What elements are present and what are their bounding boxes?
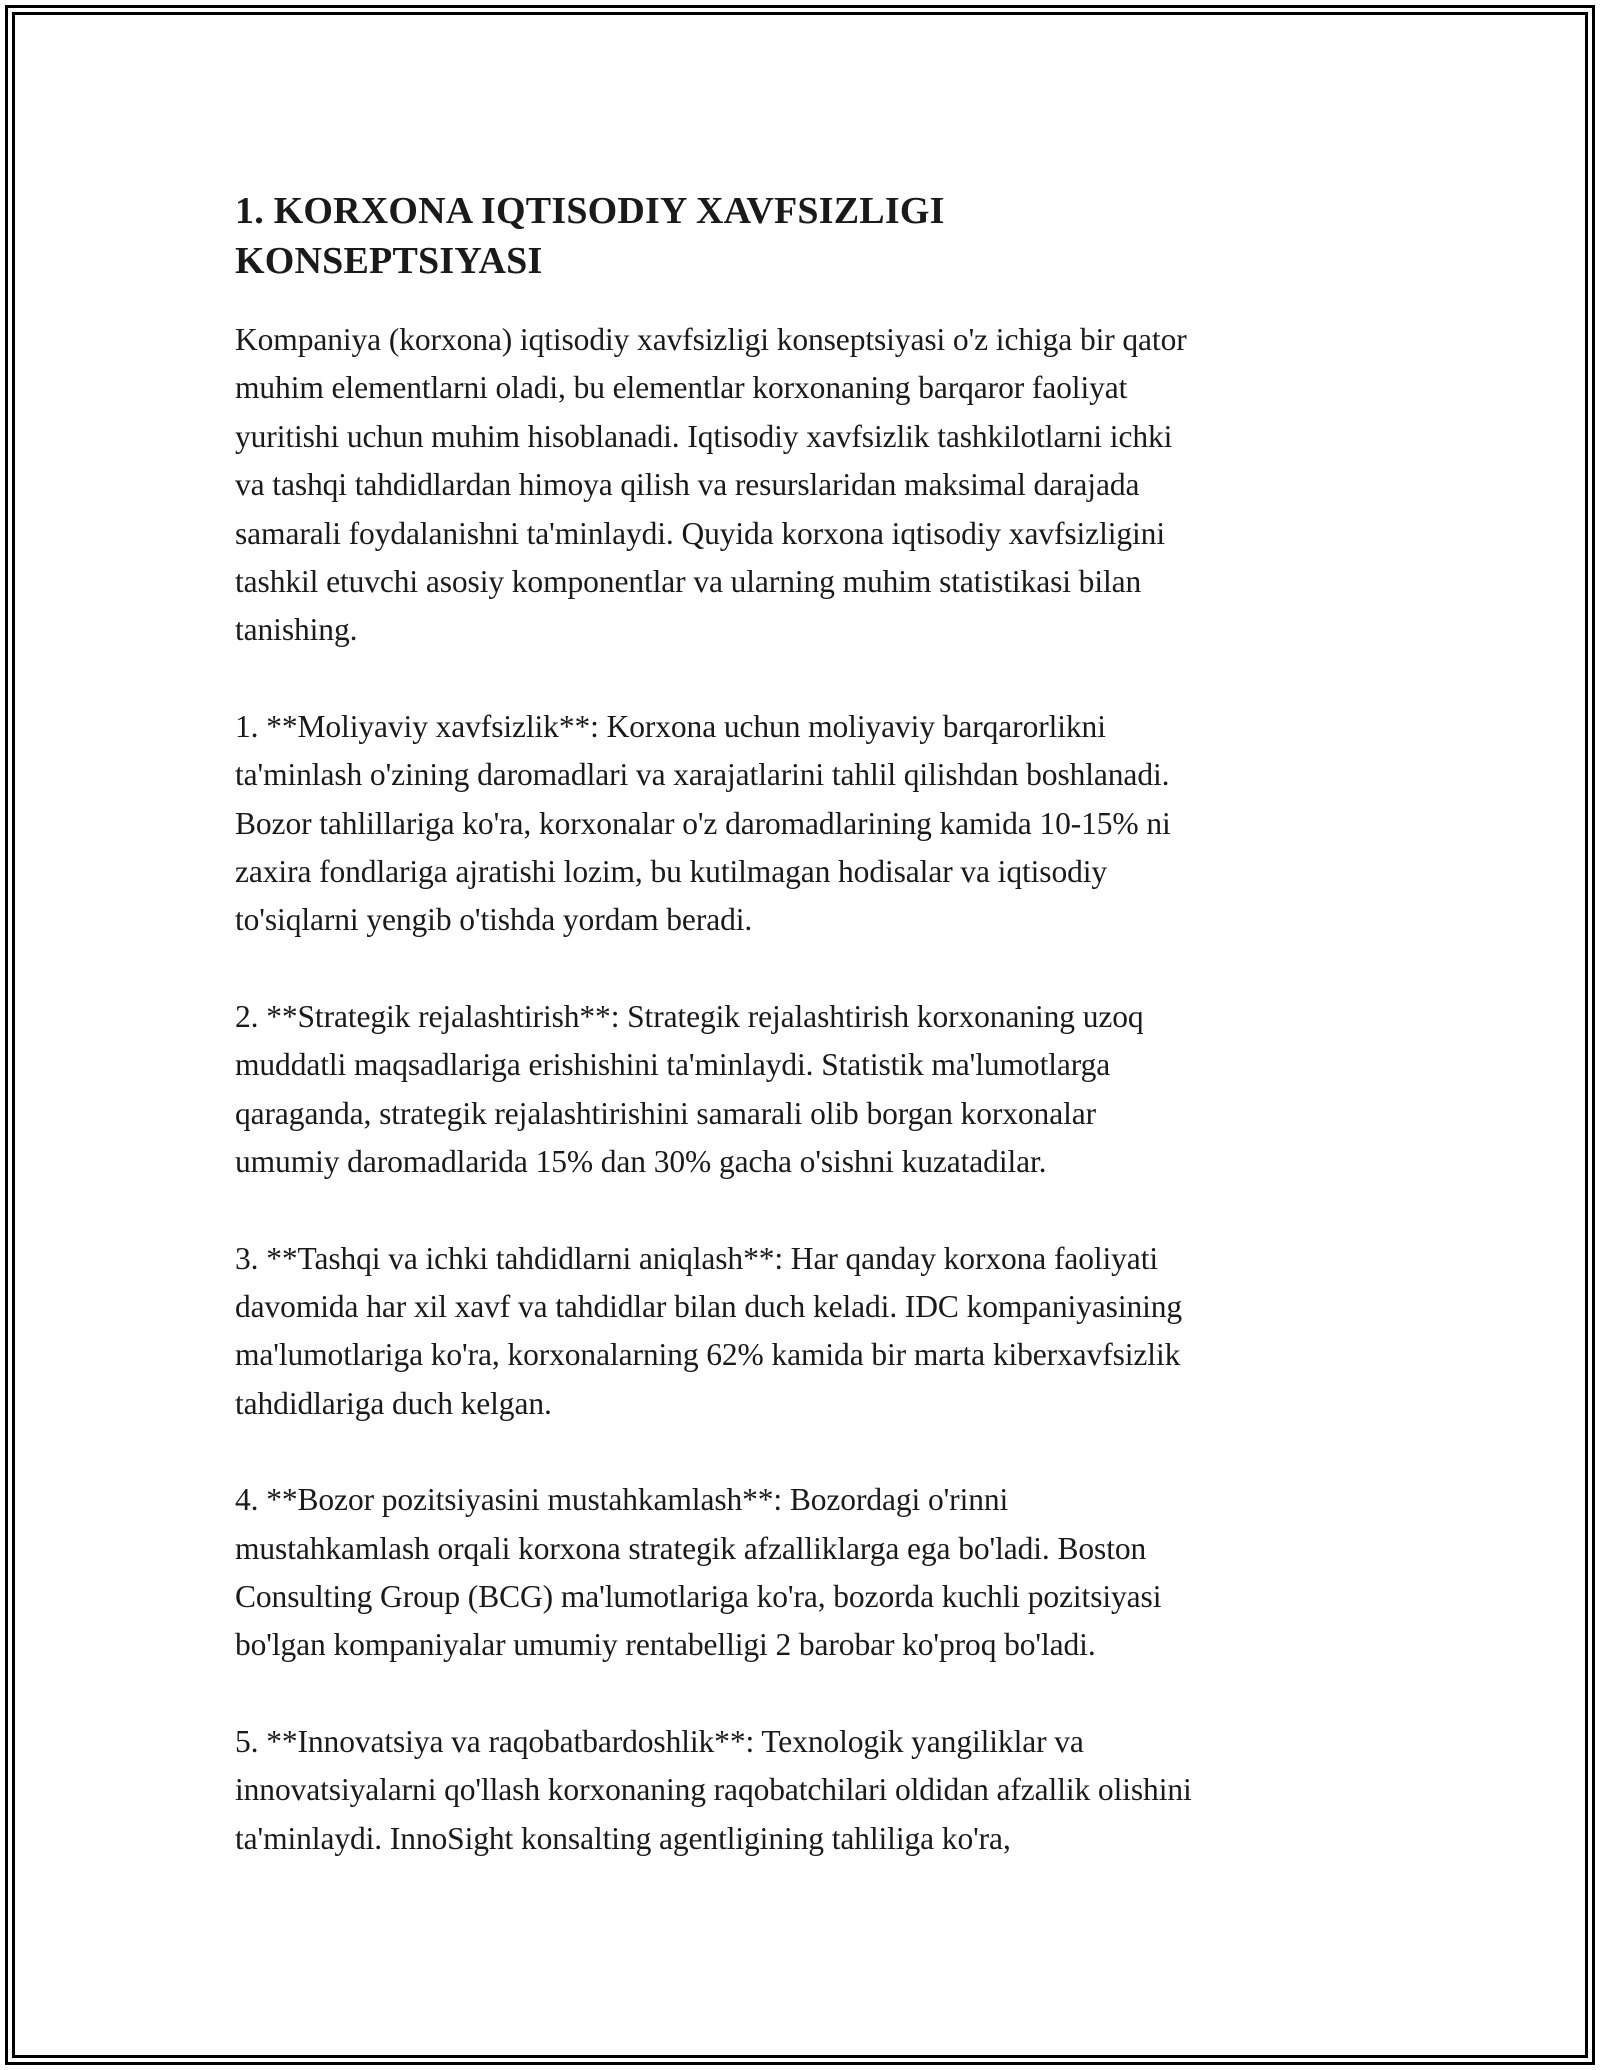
text-line: 4. **Bozor pozitsiyasini mustahkamlash**: Bozordagi o'rinni: [235, 1482, 1009, 1518]
title-line: 1. KORXONA IQTISODIY XAVFSIZLIGI: [235, 190, 945, 232]
text-line: yuritishi uchun muhim hisoblanadi. Iqtisodiy xavfsizlik tashkilotlarni ichki: [235, 418, 1173, 454]
text-line: Kompaniya (korxona) iqtisodiy xavfsizligi konseptsiyasi o'z ichiga bir qator: [235, 322, 1187, 357]
list-item-innovation: [235, 1718, 1375, 1863]
text-line: va tashqi tahdidlardan himoya qilish va resurslaridan maksimal darajada: [235, 467, 1140, 503]
text-line: 1. **Moliyaviy xavfsizlik**: Korxona uchun moliyaviy barqarorlikni: [235, 708, 1106, 744]
document-body: [235, 186, 1375, 1863]
text-line: bo'lgan kompaniyalar umumiy rentabelligi 2 barobar ko'proq bo'ladi.: [235, 1627, 1096, 1663]
text-line: Bozor tahlillariga ko'ra, korxonalar o'z daromadlarining kamida 10-15% ni: [235, 805, 1171, 841]
list-item-financial-security: [235, 703, 1375, 945]
document-title: [235, 186, 1375, 286]
text-line: davomida har xil xavf va tahdidlar bilan duch keladi. IDC kompaniyasining: [235, 1288, 1183, 1324]
text-line: zaxira fondlariga ajratishi lozim, bu kutilmagan hodisalar va iqtisodiy: [235, 854, 1108, 890]
text-line: 3. **Tashqi va ichki tahdidlarni aniqlash**: Har qanday korxona faoliyati: [235, 1240, 1158, 1276]
text-line: muddatli maqsadlariga erishishini ta'minlaydi. Statistik ma'lumotlarga: [235, 1047, 1111, 1083]
text-line: tashkil etuvchi asosiy komponentlar va ularning muhim statistikasi bilan: [235, 564, 1142, 600]
text-line: samarali foydalanishni ta'minlaydi. Quyida korxona iqtisodiy xavfsizligini: [235, 515, 1165, 551]
intro-paragraph: [235, 316, 1375, 655]
text-line: mustahkamlash orqali korxona strategik afzalliklarga ega bo'ladi. Boston: [235, 1530, 1147, 1566]
list-item-strategic-planning: [235, 993, 1375, 1187]
text-line: innovatsiyalarni qo'llash korxonaning raqobatchilari oldidan afzallik olishini: [235, 1772, 1192, 1808]
title-line: KONSEPTSIYASI: [235, 240, 543, 282]
text-line: ta'minlaydi. InnoSight konsalting agentligining tahliliga ko'ra,: [235, 1820, 1011, 1856]
text-line: umumiy daromadlarida 15% dan 30% gacha o'sishni kuzatadilar.: [235, 1144, 1047, 1180]
text-line: muhim elementlarni oladi, bu elementlar korxonaning barqaror faoliyat: [235, 370, 1128, 406]
list-item-threat-identification: [235, 1235, 1375, 1429]
text-line: ma'lumotlariga ko'ra, korxonalarning 62% kamida bir marta kiberxavfsizlik: [235, 1337, 1181, 1373]
text-line: tanishing.: [235, 612, 358, 648]
text-line: qaraganda, strategik rejalashtirishini samarali olib borgan korxonalar: [235, 1095, 1097, 1131]
text-line: Consulting Group (BCG) ma'lumotlariga ko'ra, bozorda kuchli pozitsiyasi: [235, 1578, 1162, 1614]
text-line: tahdidlariga duch kelgan.: [235, 1385, 552, 1421]
list-item-market-position: [235, 1476, 1375, 1670]
text-line: 5. **Innovatsiya va raqobatbardoshlik**: Texnologik yangiliklar va: [235, 1723, 1084, 1759]
text-line: 2. **Strategik rejalashtirish**: Strategik rejalashtirish korxonaning uzoq: [235, 998, 1144, 1034]
text-line: ta'minlash o'zining daromadlari va xarajatlarini tahlil qilishdan boshlanadi.: [235, 757, 1170, 793]
text-line: to'siqlarni yengib o'tishda yordam beradi.: [235, 902, 753, 938]
